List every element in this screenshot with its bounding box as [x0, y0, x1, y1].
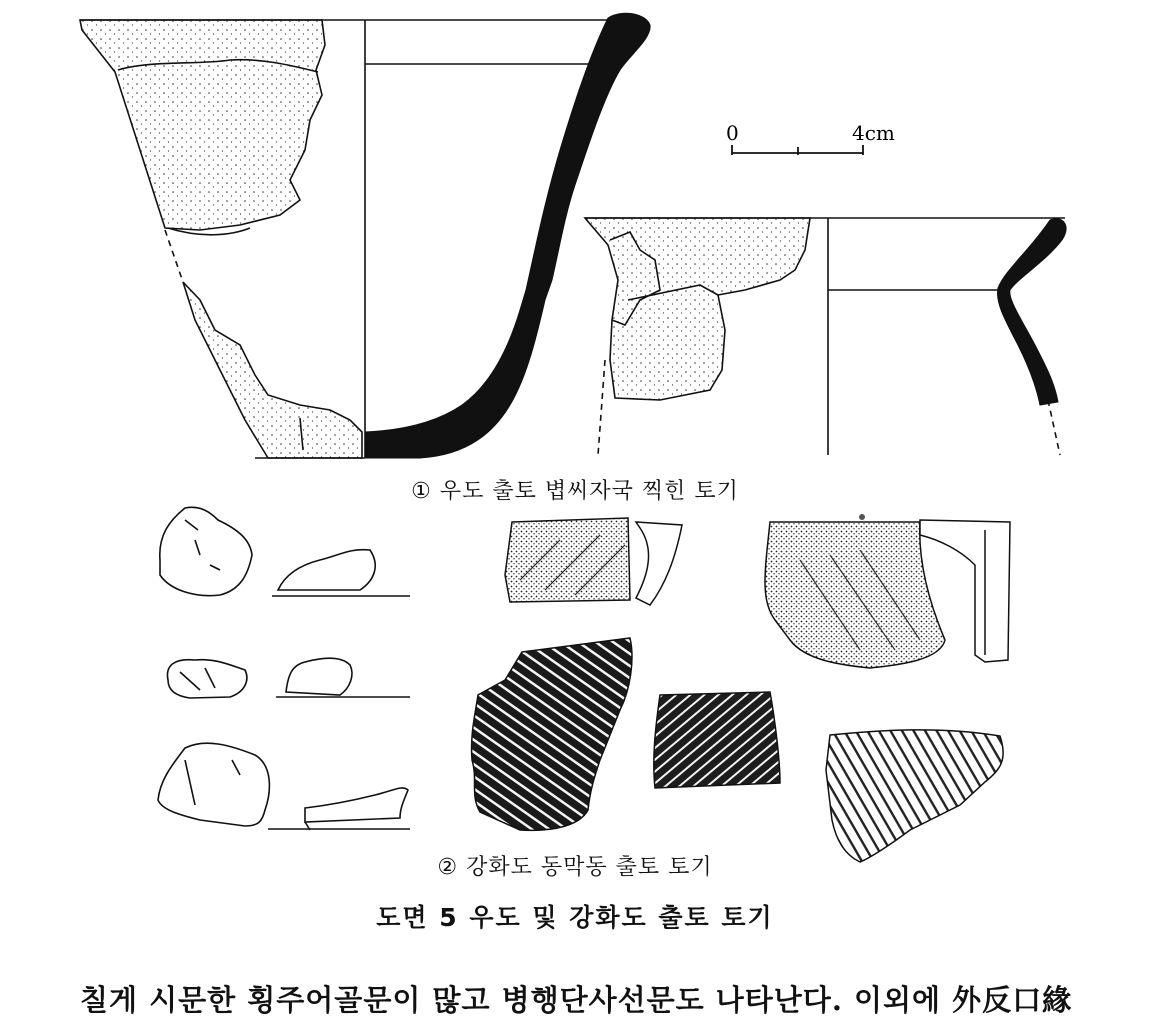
- scale-bar: [732, 145, 863, 155]
- figure-title: 도면 5 우도 및 강화도 출토 토기: [376, 903, 774, 932]
- sherd-group-left: [158, 507, 410, 830]
- vessel-2-profile: [997, 219, 1066, 405]
- body-text-line: 칠게 시문한 횡주어골문이 많고 병행단사선문도 나타난다. 이외에 外反口緣: [80, 983, 1073, 1017]
- scale-bar-start-label: 0: [726, 121, 739, 145]
- vessel-1-drawing: [80, 20, 610, 458]
- sherd-group-right: [472, 518, 1010, 862]
- marker-dot: [859, 514, 865, 520]
- vessel-2-drawing: [585, 218, 1065, 455]
- figure-caption-2: ② 강화도 동막동 출토 토기: [437, 855, 713, 880]
- scale-bar-end-label: 4cm: [852, 121, 895, 145]
- figure-caption-1: ① 우도 출토 볍씨자국 찍힌 토기: [411, 479, 739, 504]
